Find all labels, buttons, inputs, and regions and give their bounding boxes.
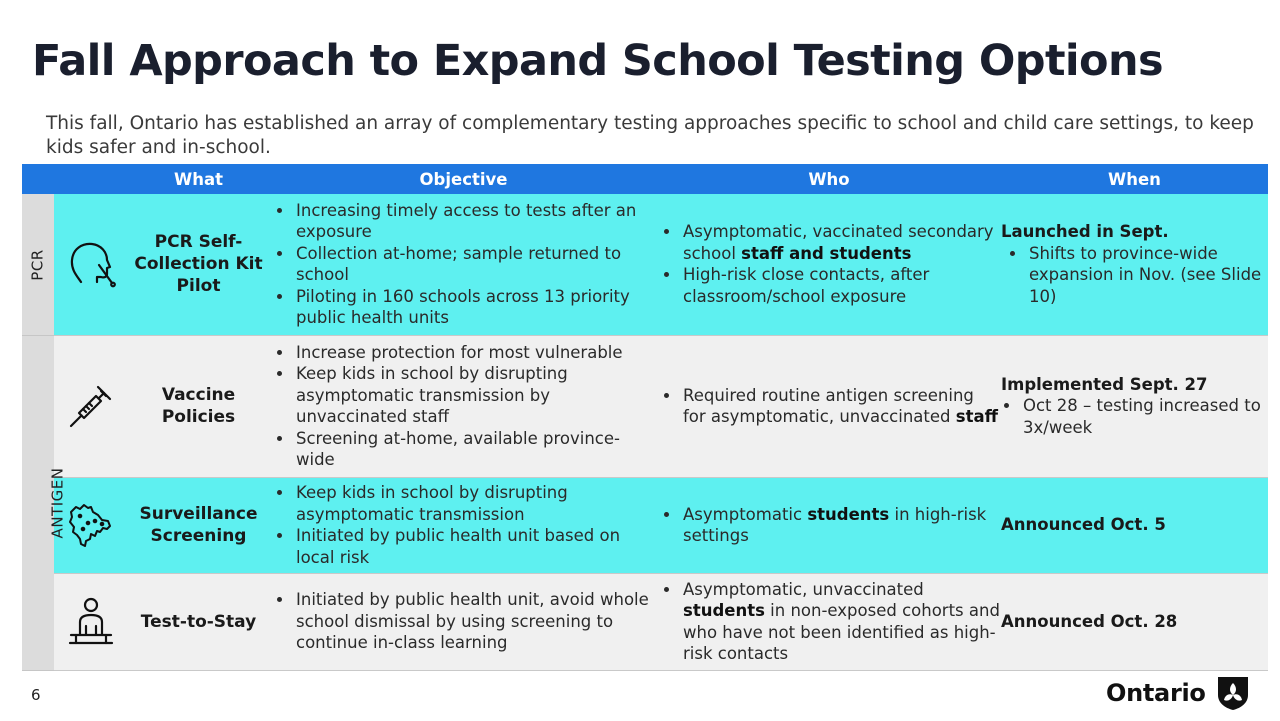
row-what: Test-to-Stay — [127, 573, 270, 670]
who-item — [681, 264, 1001, 307]
row-icon-cell — [54, 573, 127, 670]
row-when — [1001, 335, 1268, 477]
row-icon-cell — [54, 194, 127, 335]
when-heading: Announced Oct. 28 — [1001, 611, 1178, 631]
row-when — [1001, 573, 1268, 670]
slide-title: Fall Approach to Expand School Testing Options — [32, 36, 1164, 86]
ontario-logo — [1106, 674, 1252, 712]
objective-item: • Initiated by public health unit, avoid whole school dismissal by using screening to continue in-class learning — [294, 589, 657, 654]
row-when — [1001, 194, 1268, 335]
testing-options-table — [22, 164, 1268, 671]
who-emphasis: students — [683, 601, 765, 620]
row-objective — [270, 573, 657, 670]
row-who — [657, 335, 1001, 477]
who-item — [681, 221, 1001, 264]
when-item: • Oct 28 – testing increased to 3x/week — [1021, 395, 1268, 438]
category-label-antigen: ANTIGEN — [48, 467, 67, 539]
objective-item: • Keep kids in school by disrupting asymptomatic transmission — [294, 482, 657, 525]
when-heading: Launched in Sept. — [1001, 222, 1169, 242]
table-row — [22, 335, 1268, 477]
trillium-icon — [1214, 674, 1252, 712]
category-antigen — [22, 335, 67, 670]
page-number: 6 — [31, 686, 41, 704]
table-row — [22, 477, 1268, 573]
row-who — [657, 194, 1001, 335]
who-text: in high-risk settings — [683, 504, 987, 545]
header-what: What — [127, 164, 270, 194]
table-row — [22, 573, 1268, 670]
category-pcr — [22, 194, 54, 335]
objective-item: • Increasing timely access to tests after an exposure — [294, 200, 657, 243]
who-text: Required routine antigen screening for asymptomatic, unvaccinated — [683, 385, 974, 426]
row-who — [657, 573, 1001, 670]
header-icon-spacer — [54, 164, 127, 194]
objective-item: • Keep kids in school by disrupting asymptomatic transmission by unvaccinated staff — [294, 363, 657, 428]
header-spacer — [22, 164, 54, 194]
objective-item: • Piloting in 160 schools across 13 priority public health units — [294, 286, 657, 329]
who-text: Asymptomatic, unvaccinated — [683, 579, 924, 599]
row-objective — [270, 477, 657, 573]
row-what: Vaccine Policies — [127, 335, 270, 477]
objective-item: • Increase protection for most vulnerable — [294, 342, 657, 364]
logo-text: Ontario — [1106, 679, 1206, 707]
who-text: Asymptomatic — [683, 504, 808, 524]
who-emphasis: staff and students — [741, 243, 912, 263]
row-who — [657, 477, 1001, 573]
objective-item: • Screening at-home, available province-wide — [294, 428, 657, 471]
who-text: Asymptomatic, vaccinated secondary school — [683, 222, 994, 263]
ontario-map-icon — [64, 498, 118, 552]
when-heading: Announced Oct. 5 — [1001, 515, 1166, 535]
objective-item: • Collection at-home; sample returned to school — [294, 243, 657, 286]
header-objective: Objective — [270, 164, 657, 194]
self-swab-icon — [63, 236, 119, 292]
who-text: in non-exposed cohorts and who have not been identified as high-risk contacts — [683, 601, 1000, 663]
who-emphasis: students — [807, 504, 890, 524]
who-item — [681, 579, 1001, 665]
row-what: Surveillance Screening — [127, 477, 270, 573]
header-who: Who — [657, 164, 1001, 194]
header-when: When — [1001, 164, 1268, 194]
slide-subtitle: This fall, Ontario has established an array of complementary testing approaches specific to school and child care settings, to keep kids safer and in-school. — [46, 113, 1254, 158]
row-objective — [270, 335, 657, 477]
category-label-pcr: PCR — [28, 249, 47, 281]
who-text: High-risk close contacts, after classroom/school exposure — [683, 265, 930, 306]
row-icon-cell — [54, 335, 127, 477]
when-heading: Implemented Sept. 27 — [1001, 374, 1208, 394]
row-when — [1001, 477, 1268, 573]
objective-item: • Initiated by public health unit based on local risk — [294, 525, 657, 568]
who-emphasis: staff — [955, 407, 998, 426]
who-item — [681, 385, 1001, 428]
row-objective — [270, 194, 657, 335]
table-row — [22, 194, 1268, 335]
when-item: • Shifts to province-wide expansion in Nov. (see Slide 10) — [1027, 243, 1268, 308]
who-item — [681, 504, 1001, 547]
student-at-desk-icon — [66, 596, 116, 648]
syringe-icon — [65, 380, 117, 432]
table-header-row — [22, 164, 1268, 194]
row-what: PCR Self-Collection Kit Pilot — [127, 194, 270, 335]
